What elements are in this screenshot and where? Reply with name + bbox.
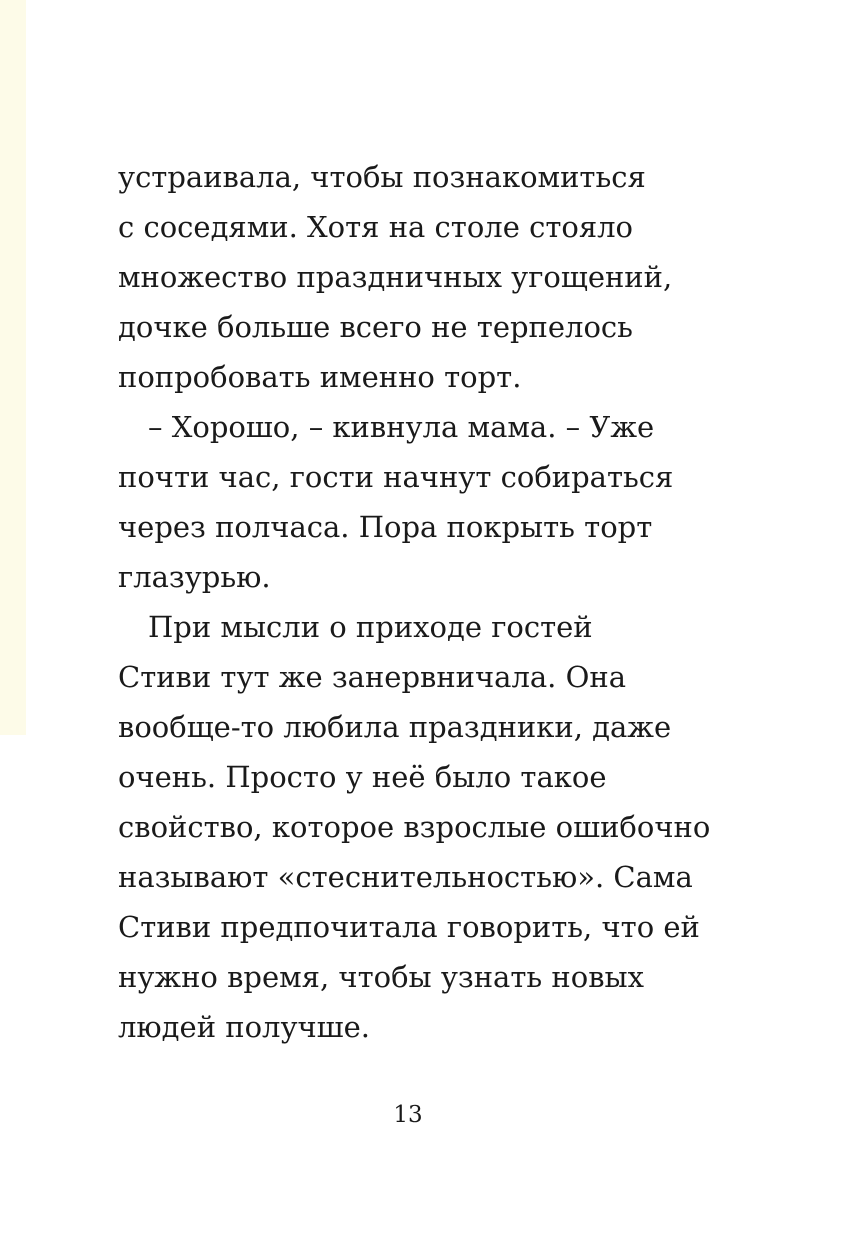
body-text [118, 152, 818, 1052]
text-line: через полчаса. Пора покрыть торт [118, 510, 653, 544]
text-line: почти час, гости начнут собираться [118, 460, 674, 494]
text-line: множество праздничных угощений, [118, 260, 673, 294]
text-line: попробовать именно торт. [118, 360, 522, 394]
text-line-paragraph-start: При мысли о приходе гостей [148, 610, 593, 644]
text-line: с соседями. Хотя на столе стояло [118, 210, 634, 244]
text-line: людей получше. [118, 1010, 371, 1044]
text-line: вообще-то любила праздники, даже [118, 710, 672, 744]
text-line: дочке больше всего не терпелось [118, 310, 633, 344]
text-line: называют «стеснительностью». Сама [118, 860, 693, 894]
page-edge-strip [0, 0, 26, 735]
text-line: Стиви тут же занервничала. Она [118, 660, 627, 694]
text-line-paragraph-start: – Хорошо, – кивнула мама. – Уже [148, 410, 655, 444]
text-line: очень. Просто у неё было такое [118, 760, 607, 794]
text-line: нужно время, чтобы узнать новых [118, 960, 644, 994]
text-line: устраивала, чтобы познакомиться [118, 160, 646, 194]
text-line: глазурью. [118, 560, 271, 594]
page-number: 13 [393, 1102, 423, 1128]
text-line: Стиви предпочитала говорить, что ей [118, 910, 700, 944]
text-line: свойство, которое взрослые ошибочно [118, 810, 711, 844]
